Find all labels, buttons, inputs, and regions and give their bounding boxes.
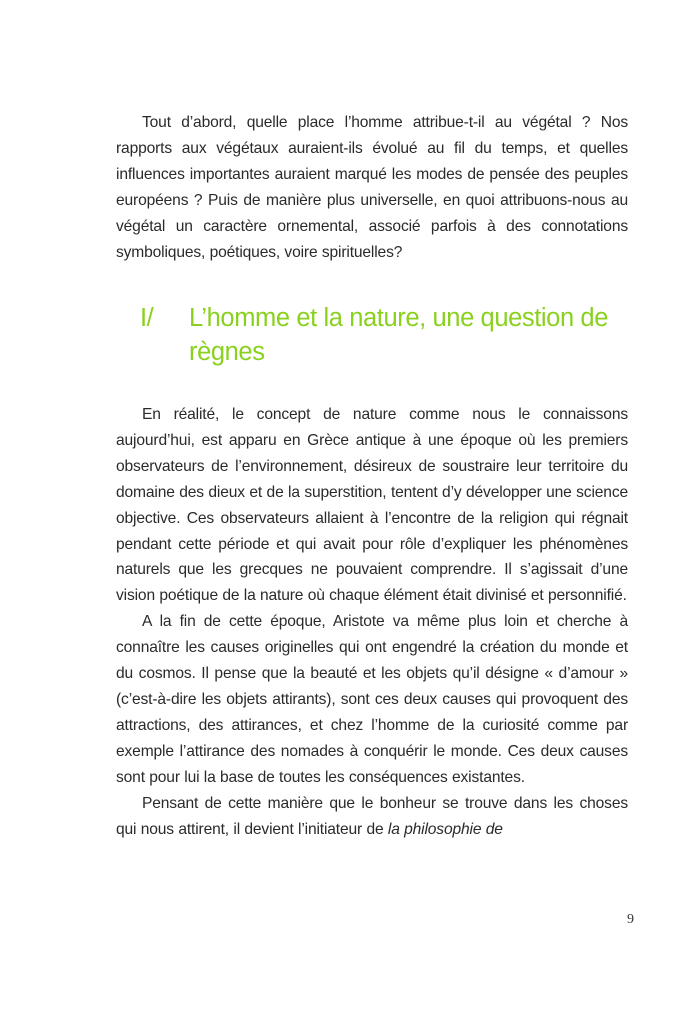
intro-text <box>116 110 628 265</box>
page-number: 9 <box>627 912 634 927</box>
section-paragraph-2: A la fin de cette époque, Aristote va même plus loin et cherche à connaître les causes originelles qui ont engendré la création du monde et du cosmos. Il pense que la beauté et les objets qu’il désigne « d’amour » (c’est-à-dire les objets attirants), sont ces deux causes qui provoquent des attractions, des attirances, et chez l’homme de la curiosité comme par exemple l’attirance des nomades à conquérir le monde. Ces deux causes sont pour lui la base de toutes les conséquences existantes. <box>116 613 628 786</box>
section-body <box>116 402 628 842</box>
section-title: L’homme et la nature, une question de règnes <box>189 304 608 366</box>
intro-paragraph: Tout d’abord, quelle place l’homme attribue-t-il au végétal ? Nos rapports aux végétaux auraient-ils évolué au fil du temps, et quelles influences importantes auraient marqué les modes de pensée des peuples européens ? Puis de manière plus universelle, en quoi attribuons-nous au végétal un caractère ornemental, associé parfois à des connotations symboliques, poétiques, voire spirituelles? <box>116 114 628 261</box>
paragraph-3-text: Pensant de cette manière que le bonheur se trouve dans les choses qui nous attirent, il devient l’initiateur de <box>116 794 628 838</box>
section-number: I/ <box>140 304 154 332</box>
section-paragraph-1: En réalité, le concept de nature comme nous le connaissons aujourd’hui, est apparu en Grèce antique à une époque où les premiers observateurs de l’environnement, désireux de soustraire leur territoire du domaine des dieux et de la superstition, tentent d’y développer une science objective. Ces observateurs allaient à l’encontre de la religion qui régnait pendant cette période et qui avait pour rôle d’expliquer les phénomènes naturels que les grecques ne pouvaient comprendre. Il s’agissait d’une vision poétique de la nature où chaque élément était divinisé et personnifié. <box>116 406 628 605</box>
paragraph-3-italic: la philosophie de <box>387 820 503 838</box>
section-paragraph-3 <box>116 791 628 843</box>
